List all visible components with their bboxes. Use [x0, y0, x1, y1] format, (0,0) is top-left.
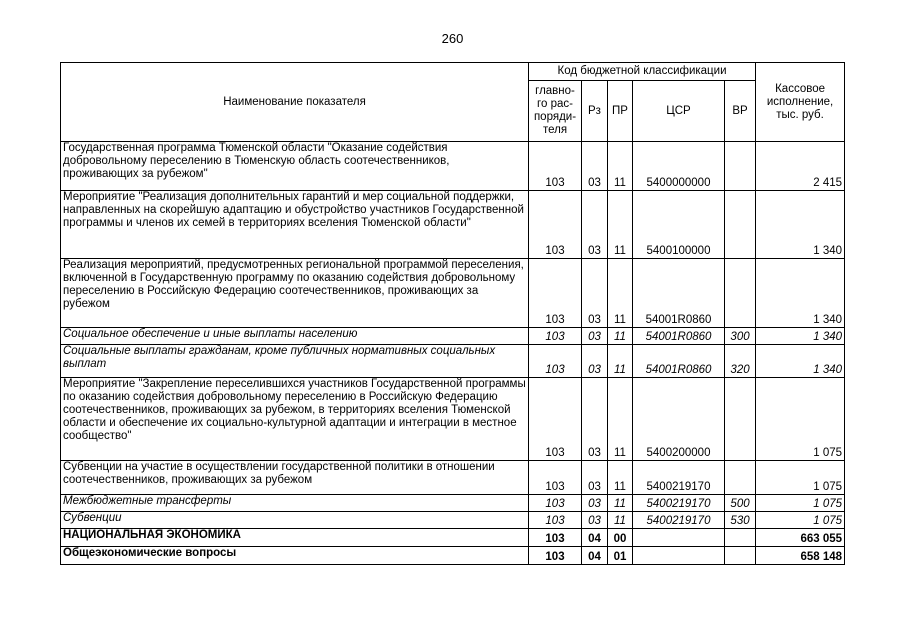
cell-name: Социальные выплаты гражданам, кроме публичных нормативных социальных выплат [61, 345, 529, 378]
cell-csr: 54001R0860 [633, 328, 725, 345]
cell-glav: 103 [529, 529, 582, 547]
cell-pr: 11 [608, 495, 633, 512]
cell-vr [725, 259, 756, 328]
cell-name: Социальное обеспечение и иные выплаты населению [61, 328, 529, 345]
cell-glav: 103 [529, 328, 582, 345]
header-glav: главно-го рас-поряди-теля [529, 81, 582, 142]
cell-vr [725, 378, 756, 461]
cell-csr: 5400200000 [633, 378, 725, 461]
table-row [61, 191, 845, 259]
cell-csr: 5400219170 [633, 461, 725, 495]
cell-glav: 103 [529, 259, 582, 328]
cell-rz: 03 [582, 142, 608, 191]
cell-rz: 04 [582, 547, 608, 565]
cell-name: Субвенции на участие в осуществлении государственной политики в отношении соотечественников, проживающих за рубежом [61, 461, 529, 495]
cell-pr: 11 [608, 345, 633, 378]
cell-rz: 04 [582, 529, 608, 547]
cell-csr: 54001R0860 [633, 345, 725, 378]
cell-rz: 03 [582, 461, 608, 495]
cell-rz: 03 [582, 512, 608, 529]
table-row [61, 512, 845, 529]
table-row [61, 461, 845, 495]
cell-vr [725, 547, 756, 565]
cell-vr [725, 191, 756, 259]
cell-name: Межбюджетные трансферты [61, 495, 529, 512]
cell-vr: 500 [725, 495, 756, 512]
cell-glav: 103 [529, 547, 582, 565]
cell-vr: 300 [725, 328, 756, 345]
cell-csr: 5400000000 [633, 142, 725, 191]
cell-glav: 103 [529, 495, 582, 512]
cell-amount: 1 075 [756, 512, 845, 529]
cell-csr: 54001R0860 [633, 259, 725, 328]
cell-amount: 658 148 [756, 547, 845, 565]
cell-glav: 103 [529, 512, 582, 529]
cell-vr: 320 [725, 345, 756, 378]
header-amount: Кассовое исполнение, тыс. руб. [756, 63, 845, 142]
cell-pr: 11 [608, 378, 633, 461]
cell-glav: 103 [529, 142, 582, 191]
cell-vr [725, 142, 756, 191]
table-row [61, 495, 845, 512]
cell-rz: 03 [582, 191, 608, 259]
table-row [61, 529, 845, 547]
cell-name: Мероприятие "Закрепление переселившихся участников Государственной программы по оказанию содействия добровольному переселению в Российскую Федерацию соотечественников, проживающих за рубежом, в территориях вселения Тюменской области и обеспечение их социально-культурной адаптации и интеграции в местное сообщество" [61, 378, 529, 461]
table-row [61, 378, 845, 461]
cell-csr [633, 529, 725, 547]
cell-csr: 5400219170 [633, 512, 725, 529]
cell-rz: 03 [582, 345, 608, 378]
cell-glav: 103 [529, 191, 582, 259]
cell-csr: 5400100000 [633, 191, 725, 259]
budget-table [60, 62, 845, 565]
cell-name: Реализация мероприятий, предусмотренных региональной программой переселения, включенной в Государственную программу по оказанию содействия добровольному переселению в Российскую Федерацию соотечественников, проживающих за рубежом [61, 259, 529, 328]
cell-amount: 1 075 [756, 495, 845, 512]
table-row [61, 142, 845, 191]
table-row [61, 328, 845, 345]
cell-name: Общеэкономические вопросы [61, 547, 529, 565]
cell-name: Мероприятие "Реализация дополнительных гарантий и мер социальной поддержки, направленных на скорейшую адаптацию и обустройство участников Государственной программы и членов их семей в территориях вселения Тюменской области" [61, 191, 529, 259]
header-rz: Рз [582, 81, 608, 142]
cell-rz: 03 [582, 259, 608, 328]
page-number: 260 [441, 31, 464, 46]
table-row [61, 345, 845, 378]
cell-amount: 1 075 [756, 461, 845, 495]
header-vr: ВР [725, 81, 756, 142]
cell-pr: 11 [608, 191, 633, 259]
header-csr: ЦСР [633, 81, 725, 142]
cell-rz: 03 [582, 495, 608, 512]
cell-amount: 1 340 [756, 345, 845, 378]
cell-rz: 03 [582, 328, 608, 345]
cell-amount: 2 415 [756, 142, 845, 191]
cell-amount: 1 075 [756, 378, 845, 461]
cell-vr [725, 461, 756, 495]
cell-vr: 530 [725, 512, 756, 529]
cell-pr: 11 [608, 259, 633, 328]
cell-vr [725, 529, 756, 547]
cell-name: Субвенции [61, 512, 529, 529]
cell-pr: 01 [608, 547, 633, 565]
cell-glav: 103 [529, 378, 582, 461]
cell-csr: 5400219170 [633, 495, 725, 512]
cell-pr: 11 [608, 512, 633, 529]
table-body [61, 142, 845, 565]
cell-pr: 00 [608, 529, 633, 547]
header-name: Наименование показателя [61, 63, 529, 142]
cell-pr: 11 [608, 142, 633, 191]
cell-glav: 103 [529, 345, 582, 378]
header-classification-group: Код бюджетной классификации [529, 63, 756, 81]
table-row [61, 259, 845, 328]
cell-amount: 1 340 [756, 191, 845, 259]
header-pr: ПР [608, 81, 633, 142]
cell-pr: 11 [608, 328, 633, 345]
cell-name: Государственная программа Тюменской области "Оказание содействия добровольному переселению в Тюменскую область соотечественников, проживающих за рубежом" [61, 142, 529, 191]
cell-amount: 663 055 [756, 529, 845, 547]
cell-csr [633, 547, 725, 565]
cell-amount: 1 340 [756, 328, 845, 345]
cell-pr: 11 [608, 461, 633, 495]
cell-amount: 1 340 [756, 259, 845, 328]
table-row [61, 547, 845, 565]
cell-glav: 103 [529, 461, 582, 495]
cell-name: НАЦИОНАЛЬНАЯ ЭКОНОМИКА [61, 529, 529, 547]
cell-rz: 03 [582, 378, 608, 461]
